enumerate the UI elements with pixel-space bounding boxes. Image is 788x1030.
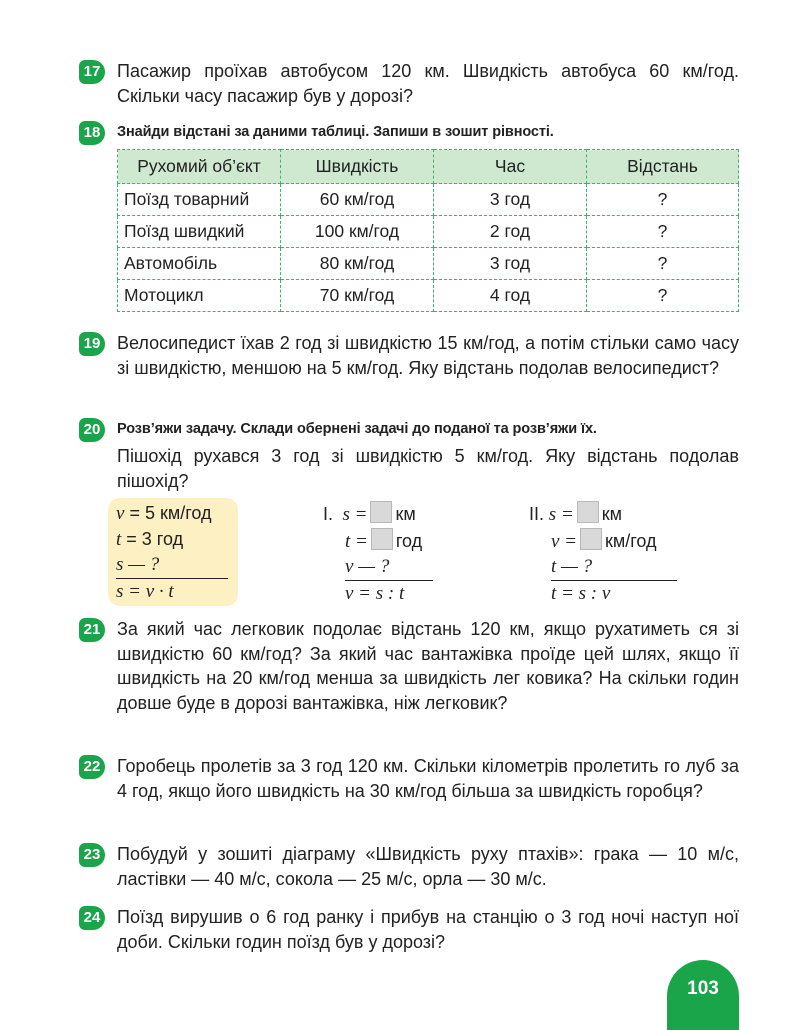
blank-box	[580, 528, 602, 550]
problem-20-text: Пішохід рухався 3 год зі швидкістю 5 км/год. Яку відстань подолав пішохід?	[117, 446, 739, 491]
problem-19-text: Велосипедист їхав 2 год зі швидкістю 15 км/год, а потім стільки само часу зі швидкістю, меншою на 5 км/год. Яку відстань подолав велосипедист?	[117, 333, 739, 378]
table-cell: Поїзд товарний	[118, 184, 281, 216]
table-cell: 70 км/год	[281, 280, 434, 312]
table-cell: 2 год	[434, 216, 587, 248]
inverse-1-s: s =	[342, 504, 368, 525]
problem-17-text: Пасажир проїхав автобусом 120 км. Швидкість автобуса 60 км/год. Скільки часу пасажир був у дорозі?	[117, 61, 739, 106]
inverse-problem-2	[529, 501, 677, 606]
problem-23-text: Побудуй у зошиті діаграму «Швидкість руху птахів»: грака — 10 м/с, ластівки — 40 м/с, сокола — 25 м/с, орла — 30 м/с.	[117, 844, 739, 889]
inverse-2-s: s =	[548, 504, 574, 525]
given-value-t: = 3 год	[121, 528, 184, 549]
speed-table	[117, 149, 739, 312]
table-cell: Автомобіль	[118, 248, 281, 280]
inverse-problem-1	[323, 501, 433, 606]
table-cell: Поїзд швидкий	[118, 216, 281, 248]
given-formula: s = v · t	[116, 580, 174, 602]
inverse-1-label: I.	[323, 504, 334, 524]
table-header-cell: Час	[434, 150, 587, 184]
table-cell: 80 км/год	[281, 248, 434, 280]
page-number: 103	[667, 960, 739, 1030]
table-row	[118, 248, 739, 280]
problem-24-text: Поїзд вирушив о 6 год ранку і прибув на станцію о 3 год ночі наступ ної доби. Скільки годин поїзд був у дорозі?	[117, 907, 739, 952]
table-cell: 100 км/год	[281, 216, 434, 248]
table-cell: 4 год	[434, 280, 587, 312]
problem-number-24: 24	[79, 906, 105, 930]
blank-box	[371, 528, 393, 550]
table-cell: ?	[587, 248, 739, 280]
table-header-row	[118, 150, 739, 184]
table-cell: Мотоцикл	[118, 280, 281, 312]
given-var-v: v	[116, 503, 125, 524]
problem-22-text: Горобець пролетів за 3 год 120 км. Скільки кілометрів пролетить го луб за 4 год, якщо його швидкість на 30 км/год більша за швидкість горобця?	[117, 756, 739, 801]
inverse-1-t: t =	[345, 530, 368, 552]
table-cell: 60 км/год	[281, 184, 434, 216]
given-var-t: t	[116, 528, 122, 550]
inverse-1-formula: v = s : t	[345, 582, 405, 604]
problem-21-text: За який час легковик подолає відстань 120 км, якщо рухатиметь ся зі швидкістю 60 км/год? За який час вантажівка проїде цей шлях, якщо її швидкість на 20 км/год менша за швидкість лег ковика? На скільки годин довше буде в дорозі вантажівка, ніж легковик?	[117, 619, 739, 713]
inverse-1-t-unit: год	[395, 530, 423, 551]
problem-number-21: 21	[79, 618, 105, 642]
inverse-2-label: II.	[529, 504, 545, 524]
table-cell: 3 год	[434, 184, 587, 216]
table-header-cell: Рухомий об’єкт	[118, 150, 281, 184]
problem-number-19: 19	[79, 332, 105, 356]
blank-box	[577, 501, 599, 523]
given-value-v: = 5 км/год	[124, 503, 212, 523]
inverse-2-v: v =	[551, 530, 578, 552]
table-row	[118, 184, 739, 216]
table-row	[118, 280, 739, 312]
inverse-2-question: t — ?	[551, 554, 677, 581]
problem-20-instruction: Розв’яжи задачу. Склади обернені задачі до поданої та розв’яжи їх.	[117, 421, 597, 437]
table-cell: ?	[587, 216, 739, 248]
inverse-2-formula: t = s : v	[551, 582, 611, 604]
inverse-2-v-unit: км/год	[605, 530, 657, 551]
table-header-cell: Швидкість	[281, 150, 434, 184]
table-header-cell: Відстань	[587, 150, 739, 184]
blank-box	[370, 501, 392, 523]
problem-number-22: 22	[79, 755, 105, 779]
table-cell: ?	[587, 184, 739, 216]
table-cell: 3 год	[434, 248, 587, 280]
problem-number-17: 17	[79, 60, 105, 84]
problem-18-instruction: Знайди відстані за даними таблиці. Запиши в зошит рівності.	[117, 124, 554, 140]
problem-number-20: 20	[79, 418, 105, 442]
problem-number-18: 18	[79, 121, 105, 145]
table-cell: ?	[587, 280, 739, 312]
given-question: s — ?	[116, 552, 228, 579]
inverse-1-question: v — ?	[345, 554, 433, 581]
given-conditions	[116, 501, 228, 604]
inverse-2-s-unit: км	[601, 504, 622, 524]
problem-number-23: 23	[79, 843, 105, 867]
inverse-1-s-unit: км	[395, 504, 416, 524]
table-row	[118, 216, 739, 248]
